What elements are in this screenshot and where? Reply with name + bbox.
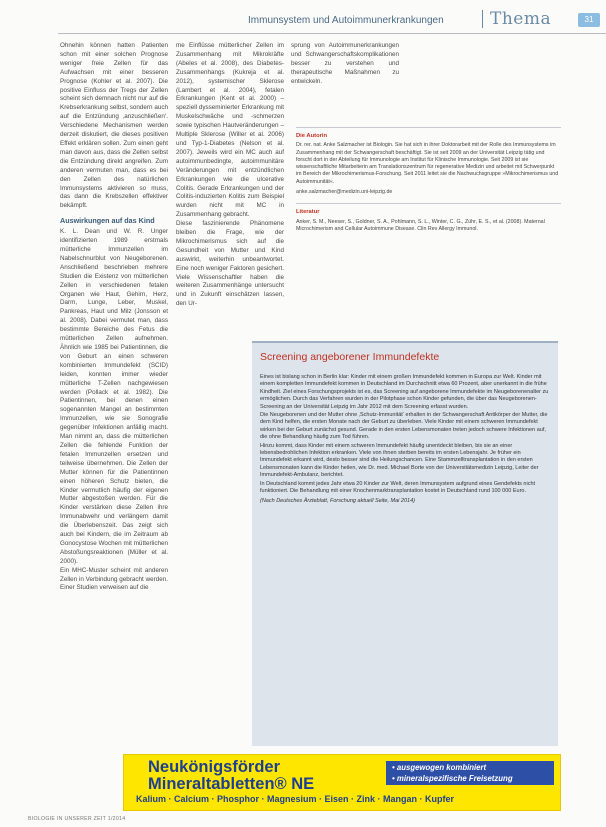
paragraph: sprung von Autoimmunerkrankungen und Schwangerschaftskomplikationen besser zu verstehen und therapeutische Maßnahmen zu entwickeln. — [291, 42, 399, 85]
paragraph: me Einflüsse mütterlicher Zellen im Zusammenhang mit Mikrokräfte (Abeles et al. 2008), des Diabetes-Zusammenhangs (Kukreja et al. 2012), systemischer Sklerose (Lambert et al. 2004), fetalen Erkrankungen (Kent et al. 2000) – speziell dysseminierter Erkrankung mit Muskelschwäche und -schmerzen sowie typischen Hautveränderungen – Multiple Sklerose (Willer et al. 2006) und Typ-1-Diabetes (Nelson et al. 2007). Jeweils wird ein MC auch auf autoimmunbedingte, autoimmunitäre Veränderungen mit entzündlichen Erkrankungen wie die ulcerative Colitis. Gerade Erkrankungen und der Colitis-induzierten Kolitis zum Beispiel wurden nicht mit MC in Zusammenhang gebracht. — [176, 42, 284, 219]
box-paragraph: Die Neugeborenen und der Mutter ohne ‚Schutz-Immunität‘ erhalten in der Schwangerschaft Antikörper der Mutter, die dem Kind helfen, die ersten Monate nach der Geburt zu überleben. Viele Kinder mit einem schweren Immundefekt wirken bei der Geburt zunächst gesund. Gerade in den ersten Lebensmonaten treten jedoch schwere Infektionen auf, die ohne Behandlung häufig zum Tod führen. — [260, 412, 548, 441]
header-rule — [58, 33, 606, 34]
literature-heading: Literatur — [296, 209, 320, 216]
author-heading: Die Autorin — [296, 133, 328, 139]
author-bio: Dr. rer. nat. Anke Salzmacher ist Biologin. Sie hat sich in ihrer Doktorarbeit mit der Rolle des Immunsystems im Zusammenhang mit der Schwangerschaft beschäftigt. Sie ist seit 2009 an der Universität Leipzig tätig und forscht dort in der Abteilung für Immunologie am Institut für Klinische Immunologie. Seit 2009 ist sie wissenschaftliche Mitarbeiterin am Translationszentrum für regenerative Medizin und arbeitet mit Schwerpunkt im Bereich der Mikrochimerismus-Forschung. Seit 2011 leitet sie die Nachwuchsgruppe »Mikrochimerismus und Autoimmunität«. — [296, 142, 559, 185]
info-box — [252, 341, 558, 746]
literature-text: Anker, S. M., Neeser, S., Goldner, S. A., Pohlmann, S. L., Winter, C. G., Zühr, E. S., et al. (2008). Maternal Microchimerism and Cellular Autoimmune Disease. Clin Rev Allergy Immunol. — [296, 218, 545, 232]
author-sidebar — [296, 120, 561, 236]
page-footer: BIOLOGIE IN UNSERER ZEIT 1/2014 — [28, 816, 126, 822]
page-header — [0, 0, 606, 34]
box-paragraph: In Deutschland kommt jedes Jahr etwa 20 Kinder zur Welt, deren Immunsystem aufgrund eines Gendefekts nicht funktioniert. Die Behandlung mit einer Knochenmarktransplantation kostet in Deutschland rund 100 000 Euro. — [260, 480, 536, 495]
section-title: Immunsystem und Autoimmunerkrankungen — [248, 15, 444, 26]
paragraph: Ein MHC-Muster scheint mit anderen Zellen in Verbindung gebracht werden. Einer Studien verweisen auf die — [60, 566, 168, 592]
advertisement[interactable] — [123, 754, 561, 811]
text-column-1 — [60, 42, 168, 593]
sidebar-rule — [296, 127, 561, 128]
header-separator — [482, 10, 483, 28]
page-number: 31 — [578, 13, 600, 27]
ad-line-1: Neukönigsförder — [148, 758, 281, 776]
ad-product-name — [148, 759, 314, 793]
section-heading: Auswirkungen auf das Kind — [60, 216, 155, 226]
ad-claims — [386, 761, 554, 785]
section-label: Thema — [490, 9, 552, 29]
ad-claim-2: • mineralspezifische Freisetzung — [392, 774, 513, 783]
box-paragraph: Eines ist bislang schon in Berlin klar: Kinder mit einem großen Immundefekt kommen in Europa zur Welt. Kinder mit einem kompletten Immundefekt kommen in Deutschland im Durchschnitt etwa 60 Prozent, aber unerkannt in die frühe Kindheit. Ziel eines Forschungsprojekts ist es, das Screening auf angeborene Immundefekte im Neugeborenenalter zu ermöglichen. Durch das Verfahren wurden in der Pilotphase schon Kinder gefunden, die über das Neugeborenen-Screening an der Universität Leipzig im Jahr 2012 mit dem Screening erfasst wurden. — [260, 374, 549, 410]
paragraph: K. L. Dean und W. R. Unger identifizierten 1989 erstmals mütterliche Immunzellen im Nabelschnurblut von Neugeborenen. Anschließend beschrieben mehrere Studien die Existenz von mütterlichen Zellen in verschiedenen fetalen Organen wie Haut, Gehirn, Herz, Darm, Lunge, Leber, Muskel, Pankreas, Haut und Milz (Jonsson et al. 2008). Dabei vermutet man, dass bestimmte Bereiche des Fetus die mütterlichen Zellen aufnehmen. Ähnlich wie 1985 bei Patientinnen, die von Geburt an einen schweren kombinierten Immundefekt (SCID) leiden, konnten immer wieder mütterliche T-Zellen nachgewiesen werden (Pollack et al. 1982). Die Patientinnen, bei denen einen sogenannten Mangel an bestimmten Immunzellen, wie sie Sonografie gegenüber Infektionen anfällig macht. Man nimmt an, dass die mütterlichen Zellen die fehlende Funktion der fetalen Immunzellen ersetzen und teilweise übernehmen. Die Zellen der Mutter können für die Patientinnen einen höheren Schutz bieten, die Kinder vermutlich häufig der eigenen Mutter abgestoßen werden. Für die Kinder verstärken diese Zellen ihre Immunabwehr und verlängern damit die Überlebenszeit. Das zeigt sich auch bei Kindern, die im Zeitraum ab Gonocystose Wochen mit mütterlichen Abstoßungsreaktionen (Müller et al. 2000). — [60, 228, 168, 565]
box-paragraph: Hinzu kommt, dass Kinder mit einem schweren Immundefekt häufig unentdeckt bleiben, bis sie an einer lebensbedrohlichen Infektion erkranken. Viele von ihnen sterben bereits im ersten Lebensjahr. Je früher ein Immundefekt erkannt wird, desto besser sind die Heilungschancen. Eine Stammzelltransplantation in den ersten Lebensmonaten kann die Kinder heilen, wie Dr. med. Michael Borte von der Universitätsmedizin Leipzig, Leiter der Immundefekt-Ambulanz, berichtet. — [260, 442, 539, 479]
author-email[interactable]: anke.salzmacher@medizin.uni-leipzig.de — [296, 189, 393, 196]
paragraph: Diese faszinierende Phänomene bleiben die Frage, wie der Mikrochimerismus sich auf die Gesundheit von Mutter und Kind auswirkt, weiterhin unbeantwortet. Eine noch weniger Faktoren gesichert. Viele Wissenschaftler haben die weiteren Zusammenhänge untersucht und in Zukunft einschätzen lassen, den Ur- — [176, 220, 284, 308]
ad-claim-1: • ausgewogen kombiniert — [392, 763, 487, 772]
sidebar-rule — [296, 203, 561, 204]
text-column-2 — [176, 42, 284, 309]
text-column-3 — [291, 42, 399, 87]
paragraph: Ohnehin können hatten Patienten schon mit einer solchen Prognose weniger freie Zellen für das Aufwachsen mit einer besseren Prognose (Kohler et al. 2007). Die positive Einfluss der Tregs der Zellen scheint sich demnach nicht nur auf die Krebserkrankung selbst, sondern auch auf die Entzündung ‚anzuschließen‘. Verschiedene Mechanismen werden derzeit diskutiert, die dieses positiven Effekt erklären sollen. Zum einen geht man davon aus, dass die Zellen selbst die Entzündung direkt angreifen. Zum anderen vermuten man, dass es bei den Zellen des natürlichen Immunsystems aktivieren so muss, das dann die Krebszellen effektiver bekämpft. — [60, 42, 168, 210]
box-text — [260, 374, 552, 506]
ad-line-2: Mineraltabletten® NE — [148, 775, 315, 793]
box-title: Screening angeborener Immundefekte — [260, 351, 440, 363]
ad-minerals-list: Kalium · Calcium · Phosphor · Magnesium · Eisen · Zink · Mangan · Kupfer — [136, 794, 455, 804]
box-source: (Nach Deutsches Ärzteblatt, Forschung aktuell Seite, Mai 2014) — [260, 497, 415, 504]
